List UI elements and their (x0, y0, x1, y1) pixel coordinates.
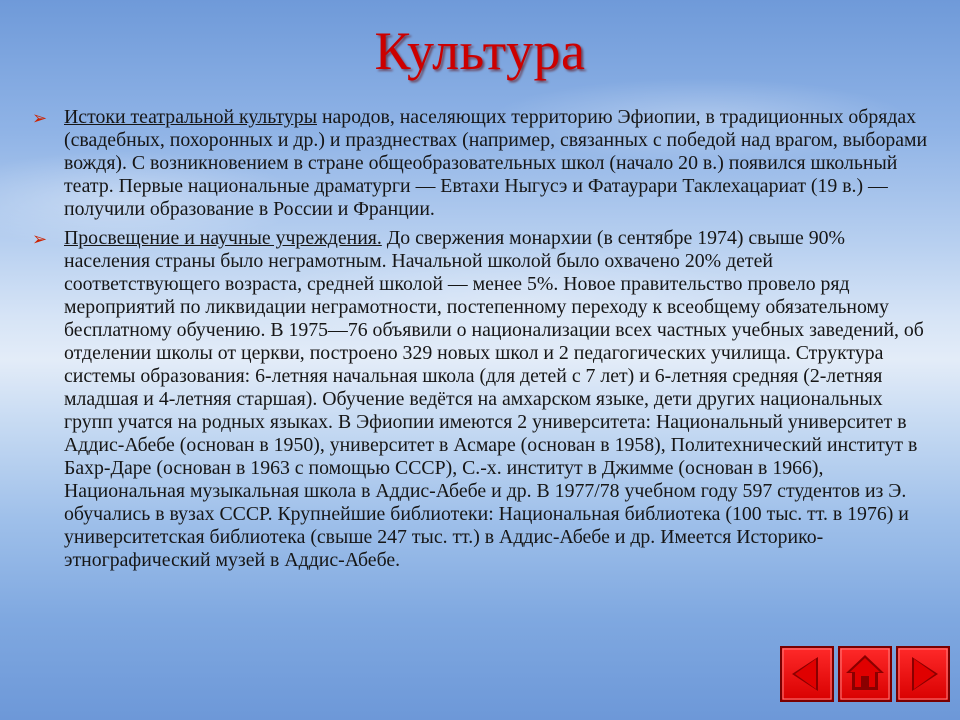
previous-slide-button[interactable] (780, 646, 834, 702)
bullet-text (64, 227, 928, 572)
bullet-lead-link[interactable]: Истоки театральной культуры (64, 106, 317, 128)
bullet-text (64, 106, 928, 221)
arrow-bullet-icon: ➢ (32, 229, 48, 249)
triangle-right-icon (896, 646, 950, 702)
bullet-lead-link[interactable]: Просвещение и научные учреждения. (64, 227, 382, 249)
home-button[interactable] (838, 646, 892, 702)
next-slide-button[interactable] (896, 646, 950, 702)
bullet-item-theatre (32, 106, 928, 221)
bullet-body: До свержения монархии (в сентябре 1974) свыше 90% населения страны было неграмотным. Начальной школой было охвачено 20% детей соответствующего возраста, средней школой — менее 5%. Новое правительство провело ряд мероприятий по ликвидации неграмотности, постепенному переходу к всеобщему обязательному бесплатному обучению. В 1975—76 объявили о национализации всех частных учебных заведений, об отделении школы от церкви, построено 329 новых школ и 2 педагогических училища. Структура системы образования: 6-летняя начальная школа (для детей с 7 лет) и 6-летняя средняя (2-летняя младшая и 4-летняя старшая). Обучение ведётся на амхарском языке, дети других национальных групп учатся на родных языках. В Эфиопии имеются 2 университета: Национальный университет в Аддис-Абебе (основан в 1950), университет в Асмаре (основан в 1958), Политехнический институт в Бахр-Даре (основан в 1963 с помощью СССР), С.-х. институт в Джимме (основан в 1966), Национальная музыкальная школа в Аддис-Абебе и др. В 1977/78 учебном году 597 студентов из Э. обучались в вузах СССР. Крупнейшие библиотеки: Национальная библиотека (100 тыс. тт. в 1976) и университетская библиотека (свыше 247 тыс. тт.) в Аддис-Абебе и др. Имеется Историко-этнографический музей в Аддис-Абебе. (64, 227, 924, 571)
slide-title: Культура (374, 21, 586, 81)
house-icon (838, 646, 892, 702)
slide-content (32, 106, 928, 578)
bullet-item-education (32, 227, 928, 572)
arrow-bullet-icon: ➢ (32, 108, 48, 128)
triangle-left-icon (780, 646, 834, 702)
bullet-body: народов, населяющих территорию Эфиопии, в традиционных обрядах (свадебных, похоронных и др.) и празднествах (например, связанных с победой над врагом, выборами вождя). С возникновением в стране общеобразовательных школ (начало 20 в.) появился школьный театр. Первые национальные драматурги — Евтахи Ныгусэ и Фатаурари Таклехацариат (19 в.) — получили образование в России и Франции. (64, 106, 928, 220)
